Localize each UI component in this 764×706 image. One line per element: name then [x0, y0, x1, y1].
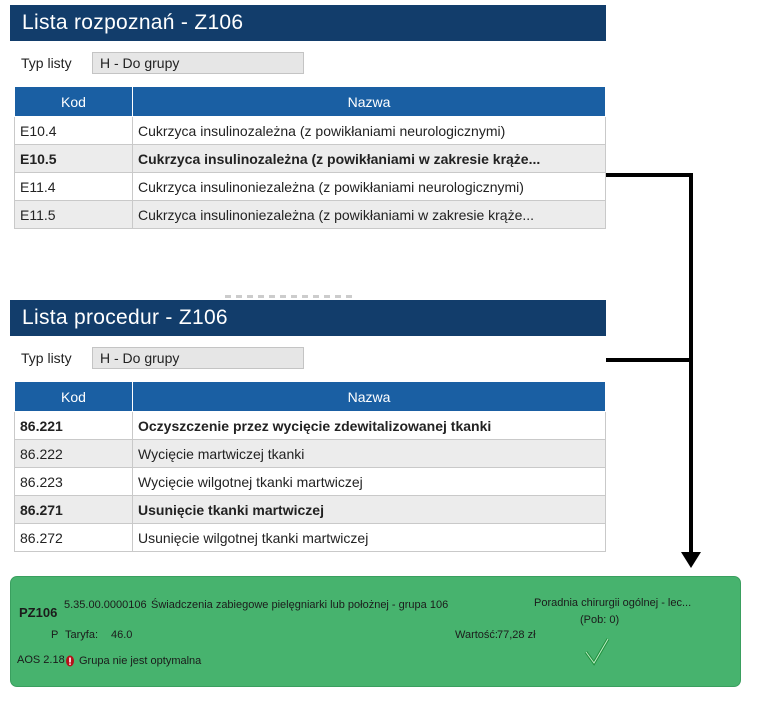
clinic-sub: (Pob: 0): [580, 614, 620, 626]
table-row[interactable]: [15, 496, 606, 524]
connector-line-procedures: [606, 358, 693, 362]
table-row[interactable]: [15, 117, 606, 145]
row-name: Oczyszczenie przez wycięcie zdewitalizowanej tkanki: [133, 412, 606, 440]
aos-label: AOS 2.18: [17, 654, 65, 666]
table-row[interactable]: [15, 440, 606, 468]
column-header-kod[interactable]: Kod: [15, 382, 133, 412]
row-code: E11.5: [15, 201, 133, 229]
clinic-name[interactable]: Poradnia chirurgii ogólnej - lec...: [534, 597, 692, 609]
procedures-type-field[interactable]: H - Do grupy: [92, 347, 304, 369]
row-name: Cukrzyca insulinoniezależna (z powikłaniami neurologicznymi): [133, 173, 606, 201]
row-code: E10.5: [15, 145, 133, 173]
connector-line-diagnoses: [606, 173, 693, 177]
table-header: [15, 382, 606, 412]
table-row[interactable]: [15, 201, 606, 229]
procedures-type-label: Typ listy: [21, 350, 72, 366]
row-name: Usunięcie wilgotnej tkanki martwiczej: [133, 524, 606, 552]
diagnoses-type-label: Typ listy: [21, 55, 72, 71]
table-row[interactable]: [15, 173, 606, 201]
row-code: 86.223: [15, 468, 133, 496]
table-row[interactable]: [15, 468, 606, 496]
tariff-value: 46.0: [111, 629, 133, 641]
warning-text: Grupa nie jest optymalna: [79, 655, 202, 667]
table-row[interactable]: [15, 412, 606, 440]
tariff-label: Taryfa:: [65, 629, 99, 641]
row-code: 86.271: [15, 496, 133, 524]
row-code: 86.221: [15, 412, 133, 440]
row-name: Cukrzyca insulinozależna (z powikłaniami w zakresie krąże...: [133, 145, 606, 173]
row-name: Wycięcie wilgotnej tkanki martwiczej: [133, 468, 606, 496]
p-label: P: [51, 629, 59, 641]
scan-artifact: [225, 295, 355, 298]
row-code: 86.222: [15, 440, 133, 468]
row-code: 86.272: [15, 524, 133, 552]
column-header-nazwa[interactable]: Nazwa: [133, 87, 606, 117]
column-header-kod[interactable]: Kod: [15, 87, 133, 117]
group-code: PZ106: [19, 605, 58, 620]
row-name: Cukrzyca insulinozależna (z powikłaniami neurologicznymi): [133, 117, 606, 145]
service-code: 5.35.00.0000106: [64, 599, 147, 611]
warning-icon: [65, 655, 75, 667]
group-result-card[interactable]: [10, 576, 741, 687]
row-name: Cukrzyca insulinoniezależna (z powikłaniami w zakresie krąże...: [133, 201, 606, 229]
arrow-down-icon: [681, 552, 701, 568]
table-row[interactable]: [15, 145, 606, 173]
diagnoses-table: [14, 86, 606, 229]
row-name: Usunięcie tkanki martwiczej: [133, 496, 606, 524]
procedures-panel-title: Lista procedur - Z106: [10, 300, 606, 336]
table-header: [15, 87, 606, 117]
value-label: Wartość:: [455, 629, 498, 641]
diagnoses-type-field[interactable]: H - Do grupy: [92, 52, 304, 74]
service-name: Świadczenia zabiegowe pielęgniarki lub położnej - grupa 106: [151, 599, 449, 611]
row-code: E10.4: [15, 117, 133, 145]
row-code: E11.4: [15, 173, 133, 201]
connector-line-vertical: [689, 173, 693, 556]
column-header-nazwa[interactable]: Nazwa: [133, 382, 606, 412]
value-amount: 77,28 zł: [497, 629, 536, 641]
check-icon: [584, 637, 610, 667]
diagnoses-panel-title: Lista rozpoznań - Z106: [10, 5, 606, 41]
table-row[interactable]: [15, 524, 606, 552]
row-name: Wycięcie martwiczej tkanki: [133, 440, 606, 468]
procedures-table: [14, 381, 606, 552]
